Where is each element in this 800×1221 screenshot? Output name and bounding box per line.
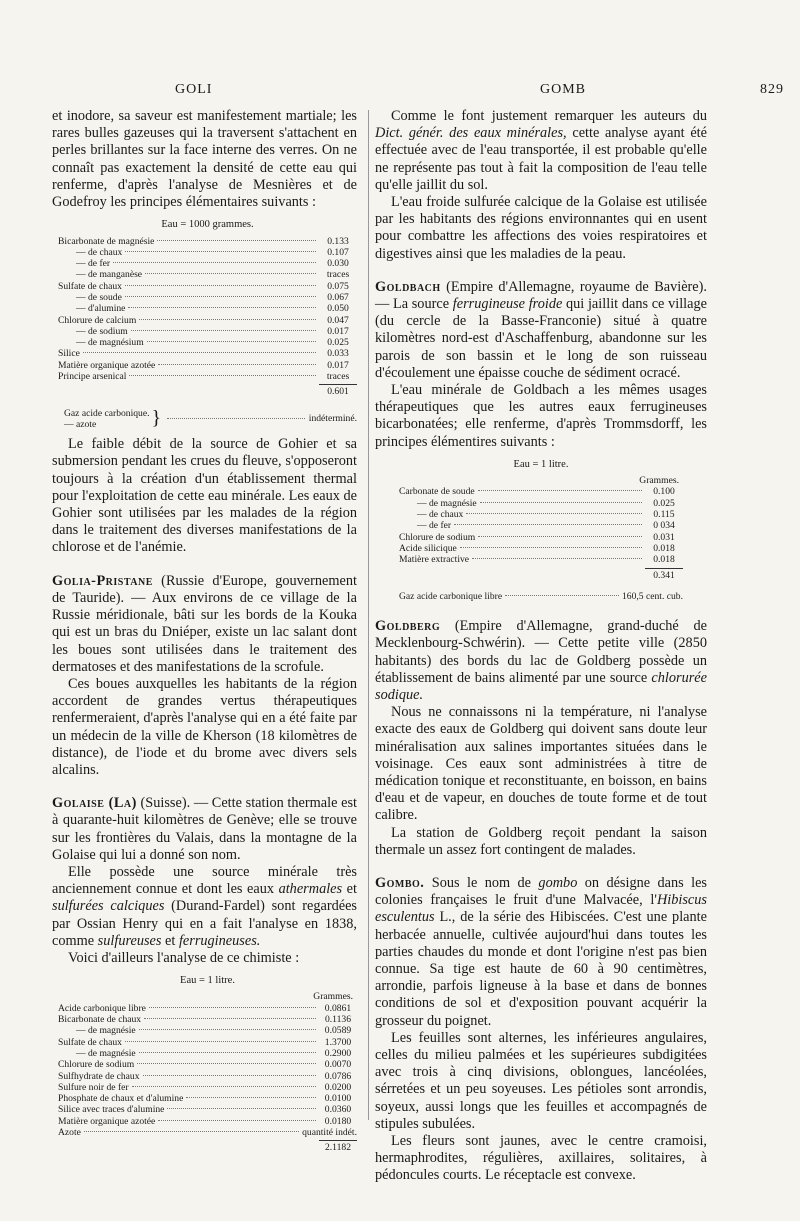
table-cell-label: Silice avec traces d'alumine xyxy=(58,1104,165,1116)
table-cell-label: — de manganèse xyxy=(76,269,143,281)
entry-golia-pristane: Golia-Pristane (Russie d'Europe, gouvernement de Tauride). — Aux environs de ce village de la Russie méridionale, bâti sur les bords de la Kouka qui est un bras du Dniéper, existe un lac salant dont les boues sont utilisées dans le traitement des dermatoses et des manifestations de la scrofule. xyxy=(52,572,357,675)
table-cell-value: 0.0786 xyxy=(324,1070,352,1082)
entry-goldbach: Goldbach (Empire d'Allemagne, royaume de Bavière). — La source ferrugineuse froide qui jaillit dans ce village (du cercle de la Basse-Franconie) situé à quatre kilomètres nord-est d'Aschaffenburg, abandonne sur les parois de son bassin et le long de son ruisseau d'écoulement une épaisse couche de sédiment ocracé. xyxy=(375,278,707,381)
table-row xyxy=(58,348,357,359)
table-row xyxy=(58,1082,357,1093)
paragraph: Comme le font justement remarquer les auteurs du Dict. génér. des eaux minérales, cette analyse ayant été effectuée avec de l'eau transportée, il est probable qu'elle ne représente pas tout à fait la composition de l'eau telle qu'elle jaillit du sol. xyxy=(375,108,707,193)
leader-dots xyxy=(139,1052,316,1053)
table-cell-label: Matière organique azotée xyxy=(58,359,156,371)
table-row xyxy=(58,1003,357,1014)
gas-row xyxy=(64,408,357,431)
gas-label: Gaz acide carbonique libre xyxy=(399,590,503,602)
leader-dots xyxy=(505,595,619,596)
table-total: 0.341 xyxy=(399,566,683,581)
page-number: 829 xyxy=(760,82,784,97)
table-cell-value: traces xyxy=(326,371,350,383)
table-cell-value: 0.025 xyxy=(327,337,349,349)
table-rows xyxy=(58,236,357,383)
table-cell-label: Sulfure noir de fer xyxy=(58,1081,129,1093)
leader-dots xyxy=(186,1097,316,1098)
leader-dots xyxy=(125,285,316,286)
left-column xyxy=(52,108,357,1160)
table-cell-value: 0.018 xyxy=(653,554,675,566)
table-row xyxy=(399,498,683,509)
table-cell-label: Acide silicique xyxy=(399,542,457,554)
table-row xyxy=(399,554,683,565)
table-cell-label: Bicarbonate de magnésie xyxy=(58,235,155,247)
analysis-table-goldbach xyxy=(399,459,683,602)
gas-row xyxy=(399,591,683,602)
table-row xyxy=(58,1071,357,1082)
table-row xyxy=(58,337,357,348)
table-cell-label: — de chaux xyxy=(76,246,123,258)
table-cell-value: 0.050 xyxy=(327,303,349,315)
table-row xyxy=(399,543,683,554)
table-row xyxy=(58,371,357,382)
table-cell-label: Chlorure de calcium xyxy=(58,314,137,326)
table-cell-value: 0.030 xyxy=(327,258,349,270)
table-cell-label: Azote xyxy=(58,1127,81,1139)
table-row xyxy=(399,520,683,531)
table-cell-value: 0.2900 xyxy=(324,1047,352,1059)
leader-dots xyxy=(139,1029,316,1030)
leader-dots xyxy=(145,273,316,274)
table-total: 2.1182 xyxy=(58,1138,357,1153)
brace-icon: } xyxy=(151,407,162,430)
entry-heading: Goldberg xyxy=(375,618,441,635)
entry-gombo: Gombo. Sous le nom de gombo on désigne dans les colonies françaises le fruit d'une Malvacée, l'Hibiscus esculentus L., de la série des Hibiscées. C'est une plante herbacée annuelle, cultivée aujourd'hui dans toutes les parties chaudes du monde et dont l'origine n'est pas bien connue. Sa tige est haute de 60 à 90 centimètres, arrondie, parfois ligneuse à la base et dans de bonnes conditions de sol et d'exposition pouvant acquérir la grosseur du poignet. xyxy=(375,874,707,1029)
table-cell-value: 0.0200 xyxy=(324,1081,352,1093)
table-row xyxy=(58,1037,357,1048)
table-row xyxy=(58,360,357,371)
table-cell-label: Sulfhydrate de chaux xyxy=(58,1070,140,1082)
table-cell-value: 0.0861 xyxy=(324,1002,352,1014)
paragraph: et inodore, sa saveur est manifestement martiale; les rares bulles gazeuses qui la traversent s'attachent en perles brillantes sur la face interne des verres. On ne connaît pas exactement la densité de cette eau qui renferme, d'après l'analyse de Mesnières et de Godefroy les principes élémentaires suivants : xyxy=(52,108,357,211)
table-cell-value: 0.031 xyxy=(653,531,675,543)
analysis-table-golaise xyxy=(58,975,357,1153)
table-cell-label: Principe arsenical xyxy=(58,371,127,383)
table-cell-value: quantité indét. xyxy=(302,1127,357,1139)
table-rows xyxy=(58,1003,357,1139)
table-row xyxy=(58,281,357,292)
entry-heading: Gombo. xyxy=(375,874,425,891)
table-cell-label: Phosphate de chaux et d'alumine xyxy=(58,1093,184,1105)
gas-value: indéterminé. xyxy=(308,413,357,425)
table-caption: Eau = 1000 grammes. xyxy=(161,219,254,231)
leader-dots xyxy=(158,1120,316,1121)
entry-heading: Goldbach xyxy=(375,278,441,295)
table-cell-value: 0.067 xyxy=(327,292,349,303)
table-cell-value: 0.025 xyxy=(653,497,675,509)
table-row xyxy=(58,1014,357,1025)
leader-dots xyxy=(125,1041,316,1042)
gas-value: 160,5 cent. cub. xyxy=(621,590,683,602)
gas-label: — azote xyxy=(64,418,97,430)
leader-dots xyxy=(131,330,316,331)
table-cell-label: Chlorure de sodium xyxy=(58,1059,135,1071)
running-header-left: GOLI xyxy=(175,82,213,97)
table-cell-value: traces xyxy=(326,269,350,281)
table-row xyxy=(58,1093,357,1104)
table-cell-value: 0.075 xyxy=(327,280,349,292)
leader-dots xyxy=(144,1018,316,1019)
paragraph: Elle possède une source minérale très anciennement connue et dont les eaux athermales et sulfurées calciques (Durand-Fardel) sont regardées par Ossian Henry qui en a fait l'analyse en 1838, comme sulfureuses et ferrugineuses. xyxy=(52,863,357,949)
table-cell-label: — de magnésie xyxy=(76,1025,136,1037)
running-header-center: GOMB xyxy=(540,82,587,97)
paragraph: Les fleurs sont jaunes, avec le centre cramoisi, hermaphrodites, régulières, axillaires, solitaires, à pédoncules courts. Le réceptacle est convexe. xyxy=(375,1133,707,1184)
entry-heading: Golaise (La) xyxy=(52,795,137,812)
table-unit: Grammes. xyxy=(313,991,353,1003)
paragraph: Ces boues auxquelles les habitants de la région accordent de grandes vertus thérapeutiques renfermeraient, d'après l'analyse qui en a été faite par un médecin de la ville de Kherson (18 kilomètres de distance), de l'iode et du brome avec divers sels alcalins. xyxy=(52,675,357,778)
table-caption: Eau = 1 litre. xyxy=(513,458,569,470)
paragraph: Les feuilles sont alternes, les inférieures angulaires, celles du milieu palmées et les supérieures subdigitées avec trois à cinq divisions, oblongues, lancéolées, sérretées et un peu soyeuses. Les pétioles sont arrondis, soyeux, aussi longs que les feuilles et accompagnés de stipules subulées. xyxy=(375,1029,707,1132)
table-cell-value: 0.017 xyxy=(327,325,349,337)
table-caption: Eau = 1 litre. xyxy=(180,975,235,987)
gas-label: Gaz acide carbonique. xyxy=(64,407,150,419)
leader-dots xyxy=(167,418,305,419)
analysis-table-gohier xyxy=(58,219,357,430)
table-cell-value: 0.033 xyxy=(327,348,349,360)
table-cell-label: — de fer xyxy=(76,258,111,270)
leader-dots xyxy=(128,307,316,308)
table-row xyxy=(58,303,357,314)
table-row xyxy=(58,315,357,326)
table-cell-label: — de fer xyxy=(417,520,452,532)
table-cell-label: Matière extractive xyxy=(399,554,470,566)
leader-dots xyxy=(460,547,642,548)
entry-heading: Golia-Pristane xyxy=(52,572,153,589)
table-cell-value: 0 034 xyxy=(653,520,675,532)
table-cell-value: 0.107 xyxy=(327,246,349,258)
table-cell-value: 0.0360 xyxy=(324,1104,352,1116)
table-cell-value: 0.1136 xyxy=(324,1014,352,1026)
leader-dots xyxy=(143,1075,316,1076)
leader-dots xyxy=(454,524,642,525)
table-cell-value: 0.115 xyxy=(653,509,675,521)
paragraph: Nous ne connaissons ni la température, ni l'analyse exacte des eaux de Goldberg qui doivent sans doute leur minéralisation aux salines importantes situées dans le voisinage. Ces eaux sont administrées à titre de médication tonique et reconstituante, en boisson, en bains d'eau et de vapeur, en douches de toute forme et de tout calibre. xyxy=(375,704,707,824)
leader-dots xyxy=(84,1131,299,1132)
table-cell-label: Sulfate de chaux xyxy=(58,1036,122,1048)
table-row xyxy=(58,1025,357,1036)
table-row xyxy=(399,486,683,497)
table-row xyxy=(58,1116,357,1127)
table-row xyxy=(58,292,357,303)
table-cell-label: Silice xyxy=(58,348,80,360)
leader-dots xyxy=(157,240,316,241)
table-row xyxy=(58,247,357,258)
table-cell-value: 0.0180 xyxy=(324,1115,352,1127)
table-unit: Grammes. xyxy=(639,475,679,487)
table-cell-value: 0.0100 xyxy=(324,1093,352,1105)
leader-dots xyxy=(158,364,316,365)
table-cell-value: 0.100 xyxy=(653,486,675,498)
leader-dots xyxy=(478,490,642,491)
table-row xyxy=(399,509,683,520)
table-row xyxy=(58,258,357,269)
table-row xyxy=(58,1048,357,1059)
leader-dots xyxy=(466,513,642,514)
table-row xyxy=(58,1059,357,1070)
table-cell-value: 0.018 xyxy=(653,542,675,554)
table-cell-label: — de chaux xyxy=(417,509,464,521)
column-divider xyxy=(368,110,369,1120)
paragraph: Voici d'ailleurs l'analyse de ce chimiste : xyxy=(68,949,300,966)
table-cell-value: 0.133 xyxy=(327,235,349,247)
table-row xyxy=(58,236,357,247)
leader-dots xyxy=(149,1007,316,1008)
leader-dots xyxy=(137,1063,316,1064)
leader-dots xyxy=(478,536,642,537)
paragraph: La station de Goldberg reçoit pendant la saison thermale un assez fort contingent de malades. xyxy=(375,824,707,858)
table-cell-label: — de soude xyxy=(76,292,122,303)
table-cell-label: Sulfate de chaux xyxy=(58,280,122,292)
leader-dots xyxy=(83,352,316,353)
entry-golaise: Golaise (La) (Suisse). — Cette station thermale est à quarante-huit kilomètres de Genève; elle se trouve sur les frontières du Valais, dans la montagne de la Golaise qui lui a donné son nom. xyxy=(52,795,357,863)
leader-dots xyxy=(472,558,642,559)
table-cell-label: Chlorure de sodium xyxy=(399,531,476,543)
table-cell-label: — de sodium xyxy=(76,325,128,337)
table-total: 0.601 xyxy=(58,382,357,397)
table-row xyxy=(399,532,683,543)
paragraph: Le faible débit de la source de Gohier et sa submersion pendant les crues du fleuve, s'opposeront toujours à la création d'un établissement thermal pour l'exploitation de cette eau minérale. Les eaux de Gohier sont utilisées par les malades de la région dans le traitement des diverses manifestations de la chlorose et de l'anémie. xyxy=(52,436,357,556)
paragraph: L'eau froide sulfurée calcique de la Golaise est utilisée par les habitants des régions environnantes qui en usent pour combattre les affections des voies respiratoires et digestives ainsi que les maladies de la peau. xyxy=(375,194,707,262)
leader-dots xyxy=(480,502,642,503)
table-row xyxy=(58,1127,357,1138)
table-cell-label: — de magnésie xyxy=(76,1047,136,1059)
table-row xyxy=(58,1104,357,1115)
table-cell-value: 0.017 xyxy=(327,359,349,371)
leader-dots xyxy=(147,341,316,342)
table-cell-label: — d'alumine xyxy=(76,303,126,315)
table-cell-value: 0.0589 xyxy=(324,1025,352,1037)
table-cell-label: Bicarbonate de chaux xyxy=(58,1014,142,1026)
table-cell-label: — de magnésium xyxy=(76,337,144,349)
table-cell-value: 0.0070 xyxy=(324,1059,352,1071)
leader-dots xyxy=(125,296,316,297)
leader-dots xyxy=(167,1108,316,1109)
table-cell-label: Carbonate de soude xyxy=(399,486,475,498)
leader-dots xyxy=(132,1086,316,1087)
table-cell-value: 0.047 xyxy=(327,314,349,326)
table-cell-value: 1.3700 xyxy=(324,1036,352,1048)
leader-dots xyxy=(139,319,316,320)
leader-dots xyxy=(125,251,316,252)
leader-dots xyxy=(129,375,316,376)
leader-dots xyxy=(113,262,316,263)
table-row xyxy=(58,269,357,280)
table-cell-label: Matière organique azotée xyxy=(58,1115,156,1127)
table-row xyxy=(58,326,357,337)
table-rows xyxy=(399,486,683,565)
table-cell-label: Acide carbonique libre xyxy=(58,1002,146,1014)
right-column xyxy=(375,108,707,1185)
table-cell-label: — de magnésie xyxy=(417,497,477,509)
entry-goldberg: Goldberg (Empire d'Allemagne, grand-duché de Mecklenbourg-Schwérin). — Cette petite ville (2850 habitants) des bords du lac de Goldberg possède un établissement de bains alimenté par une source chlorurée sodique. xyxy=(375,618,707,703)
paragraph: L'eau minérale de Goldbach a les mêmes usages thérapeutiques que les autres eaux ferrugineuses bicarbonatées; elle renferme, d'après Trommsdorff, les principes élémentires suivants : xyxy=(375,382,707,450)
